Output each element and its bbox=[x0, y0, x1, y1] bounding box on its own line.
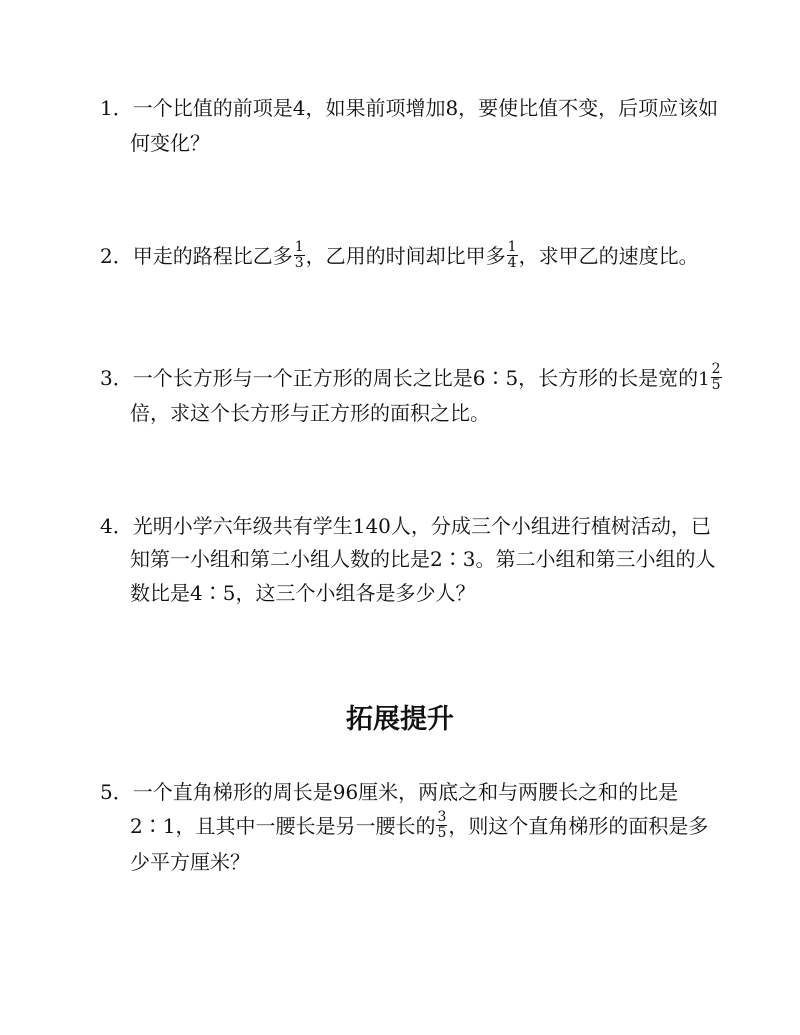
problem-2-fraction-1 bbox=[294, 240, 305, 271]
problem-2-text-b: ，乙用的时间却比甲多 bbox=[305, 244, 506, 268]
problem-1-line-2 bbox=[130, 129, 210, 157]
problem-4-text-line-2: 知第一小组和第二小组人数的比是2∶3。第二小组和第三小组的人 bbox=[130, 547, 716, 571]
problem-2-line-1 bbox=[100, 239, 699, 273]
problem-5-text-line-3: 少平方厘米？ bbox=[130, 850, 250, 874]
problem-4-line-2 bbox=[130, 545, 715, 573]
problem-5-line-1 bbox=[100, 778, 678, 806]
problem-3-number: 3． bbox=[100, 366, 133, 390]
fraction-denominator: 5 bbox=[437, 825, 447, 841]
problem-5-text-line-2b: ，则这个直角梯形的面积是多 bbox=[448, 814, 709, 838]
problem-4-text-line-1: 光明小学六年级共有学生140人，分成三个小组进行植树活动，已 bbox=[132, 514, 711, 538]
problem-5-line-3 bbox=[130, 848, 250, 876]
problem-5-line-2 bbox=[130, 809, 709, 843]
problem-1-text-line-2: 何变化？ bbox=[130, 131, 210, 155]
problem-2-text-c: ，求甲乙的速度比。 bbox=[518, 244, 699, 268]
problem-5-number: 5． bbox=[100, 780, 133, 804]
fraction-numerator: 2 bbox=[711, 361, 721, 377]
fraction-denominator: 3 bbox=[294, 255, 304, 271]
problem-2-fraction-2 bbox=[507, 240, 518, 271]
problem-1-line-1 bbox=[100, 94, 718, 122]
problem-2-text-a: 甲走的路程比乙多 bbox=[132, 244, 293, 268]
problem-3-text-line-2: 倍，求这个长方形与正方形的面积之比。 bbox=[130, 401, 490, 425]
problem-4-number: 4． bbox=[100, 514, 133, 538]
problem-1-text-line-1: 一个比值的前项是4，如果前项增加8，要使比值不变，后项应该如 bbox=[132, 96, 719, 120]
fraction-numerator: 3 bbox=[437, 809, 447, 825]
problem-4-line-1 bbox=[100, 512, 711, 540]
problem-3-line-1 bbox=[100, 361, 723, 395]
problem-3-fraction bbox=[711, 362, 722, 393]
problem-3-line-2 bbox=[130, 399, 490, 427]
fraction-numerator: 1 bbox=[507, 239, 517, 255]
problem-1-number: 1． bbox=[100, 96, 133, 120]
problem-3-mixed-whole: 1 bbox=[698, 369, 710, 390]
fraction-denominator: 5 bbox=[711, 377, 721, 393]
fraction-numerator: 1 bbox=[294, 239, 304, 255]
problem-3-text-a: 一个长方形与一个正方形的周长之比是6∶5，长方形的长是宽的 bbox=[132, 366, 699, 390]
problem-2-number: 2． bbox=[100, 244, 133, 268]
section-heading: 拓展提升 bbox=[346, 704, 454, 735]
problem-5-text-line-2a: 2∶1，且其中一腰长是另一腰长的 bbox=[130, 814, 436, 838]
problem-5-text-line-1: 一个直角梯形的周长是96厘米，两底之和与两腰长之和的比是 bbox=[132, 780, 679, 804]
problem-4-text-line-3: 数比是4∶5，这三个小组各是多少人？ bbox=[130, 581, 476, 605]
fraction-denominator: 4 bbox=[507, 255, 517, 271]
problem-5-fraction bbox=[436, 810, 447, 841]
problem-4-line-3 bbox=[130, 579, 475, 607]
